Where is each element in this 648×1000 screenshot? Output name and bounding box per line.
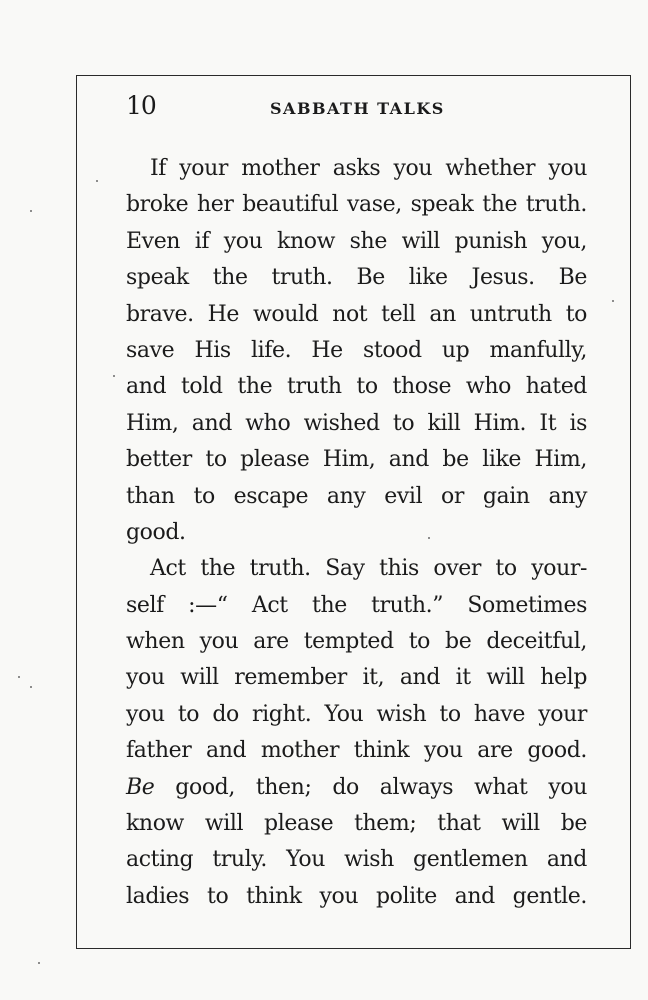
text-line: Him, and who wished to kill Him. It is [126, 410, 587, 436]
text-line: Even if you know she will punish you, [126, 228, 587, 254]
text-line: brave. He would not tell an untruth to [126, 301, 587, 327]
text-line: know will please them; that will be [126, 811, 587, 837]
paper-speck [428, 537, 430, 539]
paper-speck [96, 180, 98, 182]
text-line: ladies to think you polite and gentle. [126, 883, 587, 909]
text-line: than to escape any evil or gain any [126, 483, 587, 509]
text-line: self :—“ Act the truth.” Sometimes [126, 592, 587, 618]
text-line: Be good, then; do always what you [126, 774, 587, 800]
paragraph [126, 551, 587, 915]
text-line: better to please Him, and be like Him, [126, 447, 587, 473]
text-line: save His life. He stood up manfully, [126, 337, 587, 363]
text-line: If your mother asks you whether you [150, 156, 587, 181]
paper-speck [612, 300, 614, 302]
text-line: speak the truth. Be like Jesus. Be [126, 265, 587, 291]
text-line: broke her beautiful vase, speak the truth. [126, 192, 587, 218]
page-number: 10 [126, 91, 156, 120]
text-line: you will remember it, and it will help [126, 665, 587, 691]
text-line: father and mother think you are good. [126, 738, 587, 764]
text-line: and told the truth to those who hated [126, 374, 587, 400]
paper-speck [18, 676, 20, 678]
paper-speck [30, 686, 32, 688]
paper-speck [38, 962, 40, 964]
paper-speck [113, 375, 115, 377]
text-line: you to do right. You wish to have your [126, 701, 587, 727]
running-title: SABBATH TALKS [270, 99, 445, 118]
text-line: Act the truth. Say this over to your- [150, 556, 587, 582]
paragraph [126, 151, 587, 551]
paper-speck [30, 210, 32, 212]
text-line: when you are tempted to be deceitful, [126, 629, 587, 655]
body-text [126, 151, 587, 915]
text-line: good. [126, 519, 186, 545]
text-line: acting truly. You wish gentlemen and [126, 847, 587, 873]
